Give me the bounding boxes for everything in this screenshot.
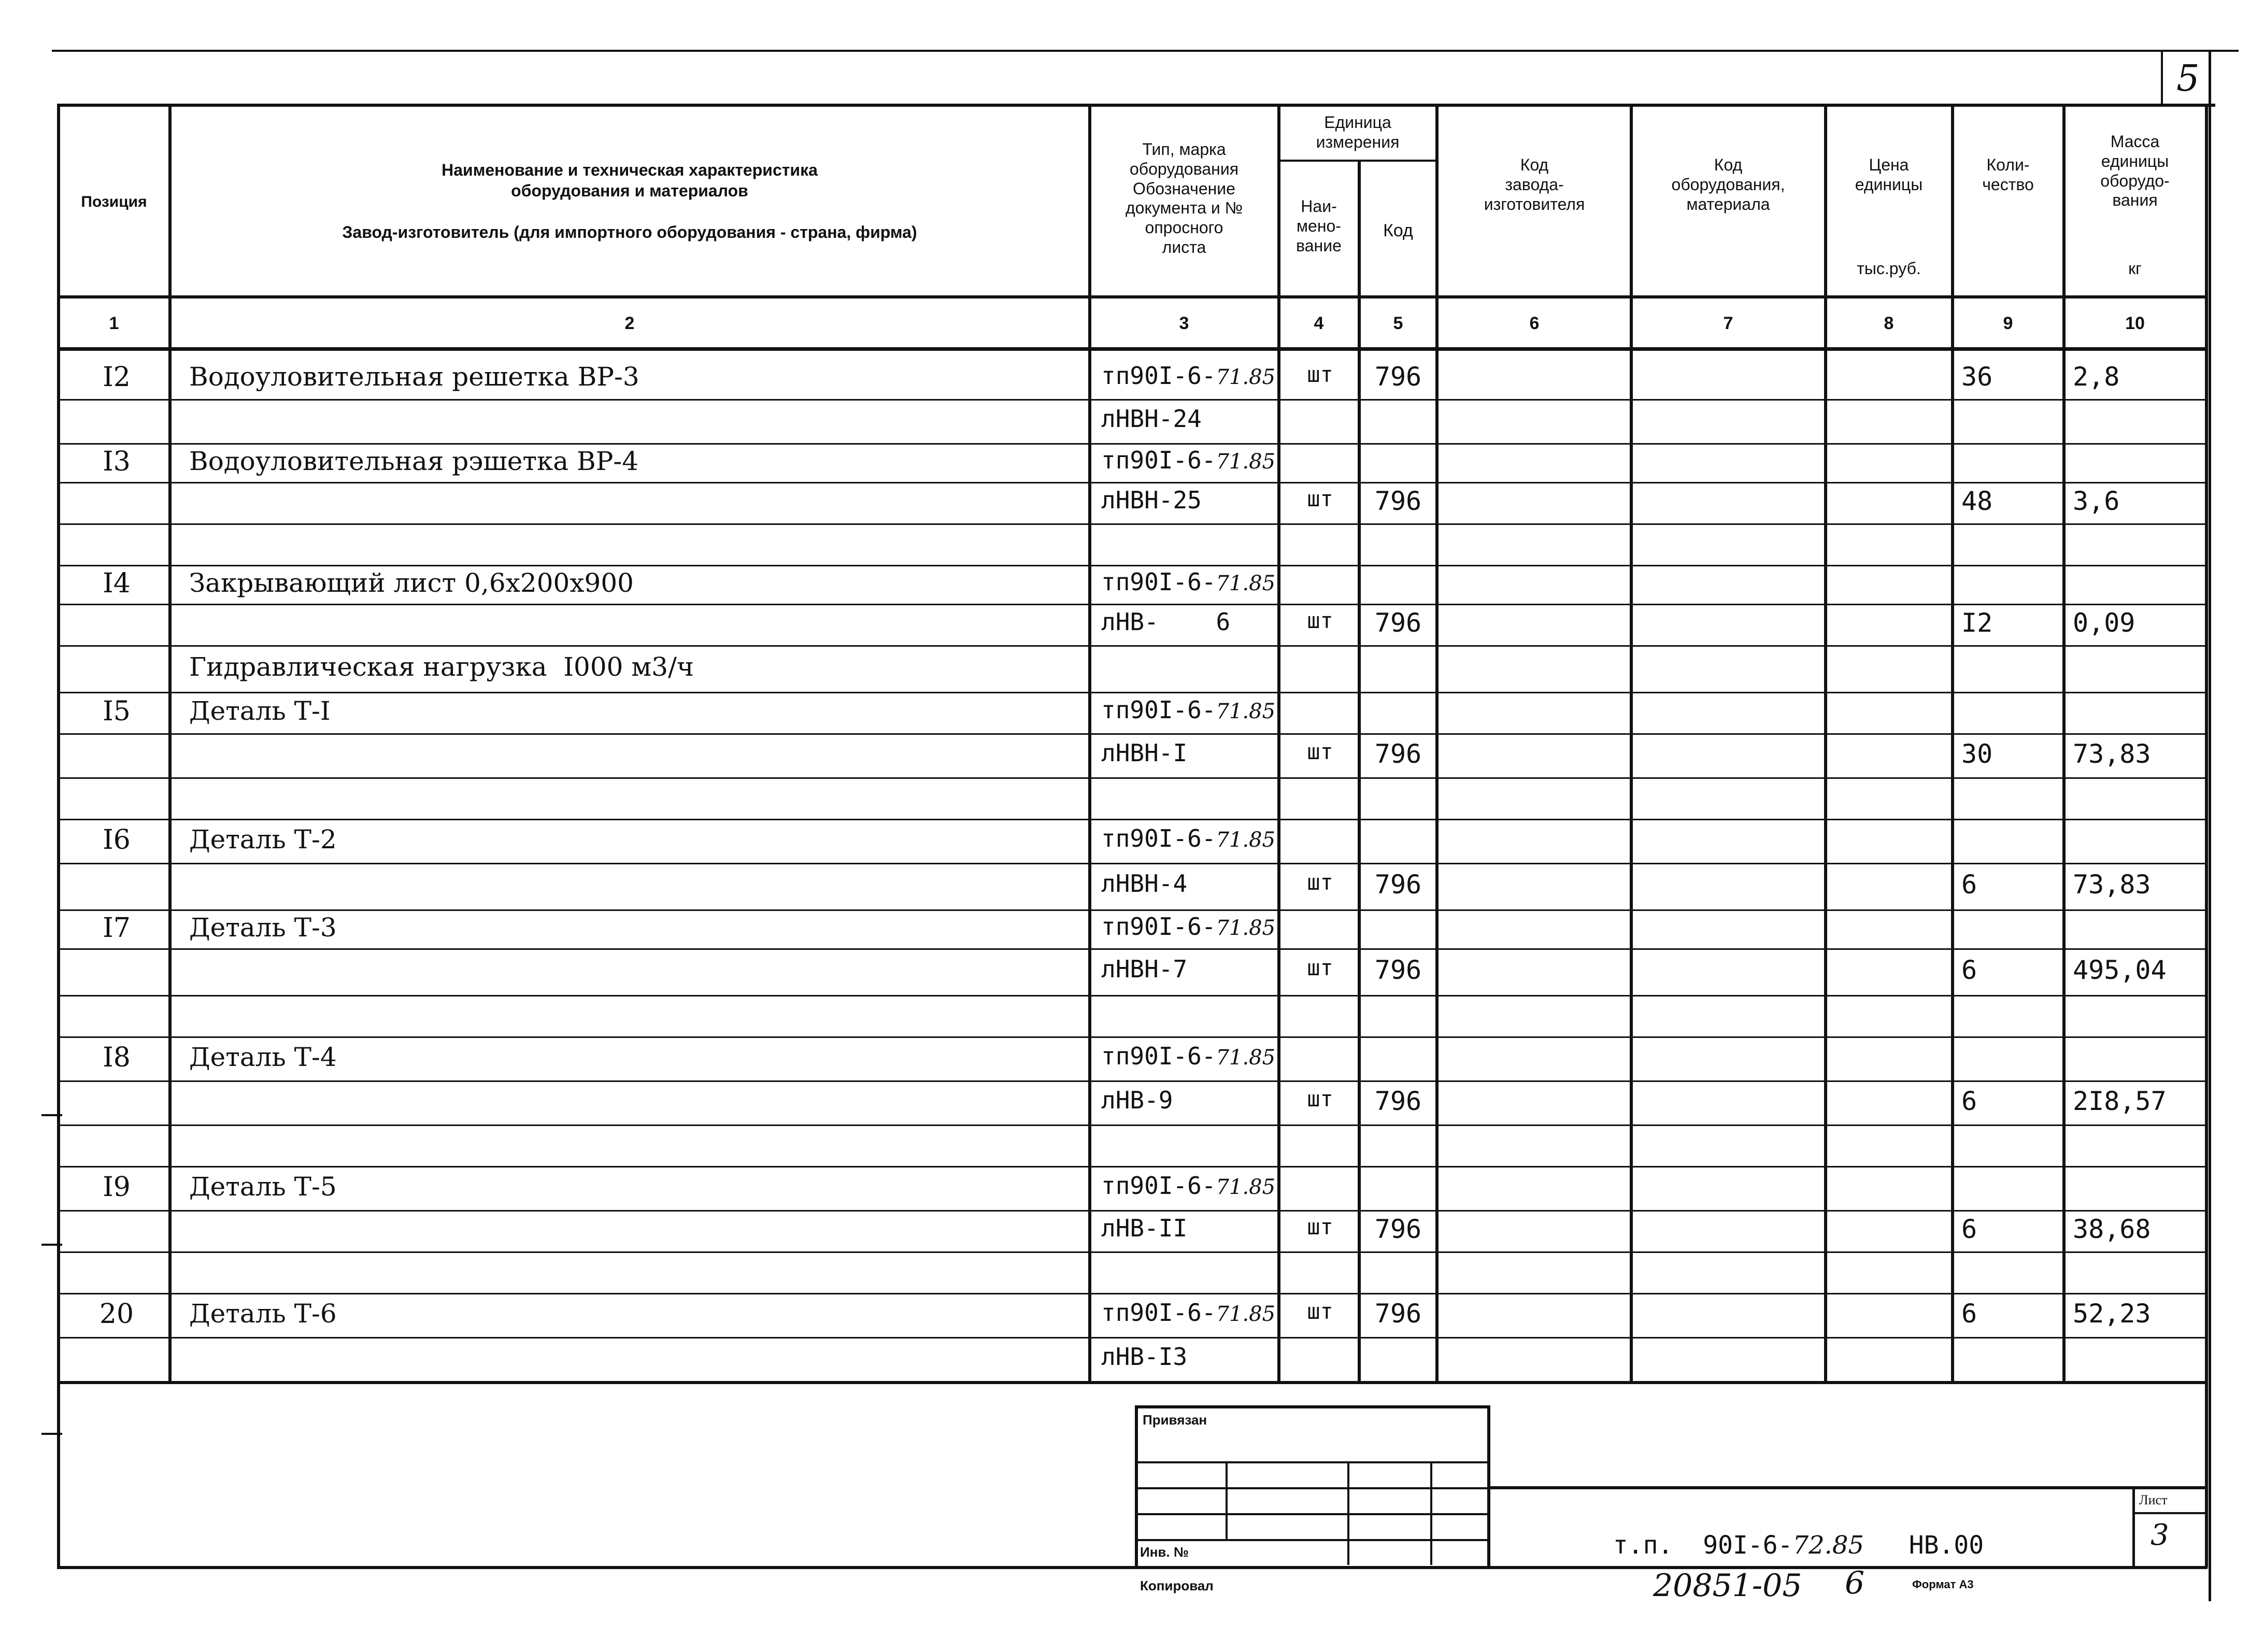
cell-name: Деталь Т-4	[189, 1042, 337, 1072]
header-name-line3: Завод-изготовитель (для импортного оборудования - страна, фирма)	[342, 223, 917, 241]
row-separator	[57, 604, 2208, 605]
type-text: тп90I-6-	[1101, 362, 1216, 390]
margin-tick	[41, 1114, 62, 1116]
sheet-number: 3	[2151, 1518, 2169, 1552]
margin-tick	[41, 1433, 62, 1435]
stamp-vline-1	[1226, 1461, 1228, 1539]
cell-unit: шт	[1307, 955, 1333, 980]
column-number: 5	[1393, 314, 1403, 333]
cell-qty: I2	[1961, 608, 1993, 638]
row-separator	[57, 1166, 2208, 1167]
stamp-hline-4	[1135, 1539, 1490, 1541]
header-type-line: оборудования	[1129, 159, 1239, 178]
header-mass-line: оборудо-	[2100, 171, 2170, 190]
margin-tick	[41, 1244, 62, 1246]
cell-mass: 0,09	[2073, 608, 2135, 638]
type-handwritten: 71.85	[1216, 1175, 1276, 1199]
cell-pos: I5	[103, 696, 131, 727]
type-text: тп90I-6-	[1101, 446, 1216, 474]
top-rule	[52, 50, 2239, 52]
header-position: Позиция	[81, 193, 147, 210]
cell-mass: 495,04	[2073, 955, 2167, 985]
cell-type: лНВ-9	[1101, 1086, 1173, 1114]
document-designation	[1583, 1508, 1984, 1558]
cell-qty: 48	[1961, 486, 1993, 516]
header-price-line: единицы	[1855, 175, 1923, 194]
column-number: 10	[2125, 314, 2145, 333]
header-mass-line: Масса	[2110, 132, 2160, 151]
header-equipment-line: оборудования,	[1671, 175, 1785, 194]
cell-type	[1101, 1298, 1277, 1327]
header-factory-line: завода-	[1505, 175, 1564, 194]
header-unit-name	[1280, 197, 1358, 255]
header-type-line: листа	[1162, 237, 1206, 257]
header-unit-name-line: вание	[1296, 236, 1342, 255]
cell-unit: шт	[1307, 738, 1333, 764]
type-handwritten: 71.85	[1216, 571, 1276, 595]
cell-pos: I3	[103, 446, 131, 477]
header-mass-unit: кг	[2128, 259, 2142, 278]
cell-code: 796	[1374, 1298, 1422, 1329]
row-separator	[57, 819, 2208, 820]
cell-unit: шт	[1307, 1086, 1333, 1112]
column-number: 9	[2003, 314, 2013, 333]
stamp-hline-1	[1135, 1461, 1490, 1463]
header-equipment-line: материала	[1686, 194, 1770, 213]
cell-unit: шт	[1307, 1298, 1333, 1324]
cell-name: Деталь Т-2	[189, 824, 337, 855]
stamp-hline-3	[1135, 1513, 1490, 1515]
column-number: 4	[1314, 314, 1324, 333]
title-top-line	[1487, 1486, 2208, 1489]
row-separator	[57, 443, 2208, 445]
cell-mass: 2I8,57	[2073, 1086, 2167, 1116]
cell-code: 796	[1374, 362, 1422, 392]
cell-type: лНВН-4	[1101, 870, 1188, 898]
cell-mass: 38,68	[2073, 1214, 2151, 1244]
stamp-approved: Привязан	[1143, 1412, 1207, 1428]
header-mass-line: единицы	[2101, 151, 2169, 170]
cell-pos: I7	[103, 912, 131, 944]
designation-text: т.п. 90I-6-	[1613, 1531, 1793, 1560]
frame-far-right	[2209, 52, 2211, 1601]
cell-mass: 2,8	[2073, 362, 2120, 392]
type-text: тп90I-6-	[1101, 912, 1216, 941]
header-type-mark	[1093, 140, 1275, 258]
cell-name: Деталь Т-I	[189, 696, 331, 726]
colnum-bottom-line	[57, 347, 2208, 351]
vline-7	[1824, 104, 1827, 1384]
row-separator	[57, 1124, 2208, 1126]
cell-qty: 6	[1961, 870, 1977, 900]
row-separator	[57, 645, 2208, 647]
header-type-line: Тип, марка	[1142, 140, 1226, 159]
header-factory-code	[1439, 155, 1630, 214]
cell-code: 796	[1374, 1086, 1422, 1116]
cell-name: Гидравлическая нагрузка I000 м3/ч	[189, 652, 694, 682]
vline-6	[1630, 104, 1633, 1384]
type-text: тп90I-6-	[1101, 696, 1216, 724]
cell-type	[1101, 448, 1277, 472]
column-number: 2	[624, 314, 635, 333]
header-name-line1: Наименование и техническая характеристика	[442, 161, 818, 179]
format-label: Формат А3	[1912, 1578, 1974, 1591]
row-separator	[57, 863, 2208, 864]
cell-type: лНВ-I3	[1101, 1342, 1188, 1371]
cell-type	[1101, 824, 1277, 852]
header-equipment-code	[1632, 155, 1824, 214]
cell-unit: шт	[1307, 608, 1333, 633]
cell-type: лНВ-II	[1101, 1214, 1188, 1242]
cell-pos: I8	[103, 1042, 131, 1073]
cell-code: 796	[1374, 955, 1422, 985]
cell-unit: шт	[1307, 486, 1333, 511]
row-separator	[57, 1293, 2208, 1294]
row-separator	[57, 1210, 2208, 1212]
header-unit-name-line: мено-	[1297, 216, 1341, 235]
cell-code: 796	[1374, 870, 1422, 900]
header-factory-line: изготовителя	[1484, 194, 1585, 213]
row-separator	[57, 948, 2208, 950]
cell-unit: шт	[1307, 1214, 1333, 1240]
row-separator	[57, 482, 2208, 483]
row-separator	[57, 1080, 2208, 1082]
header-bottom-line	[57, 295, 2208, 298]
header-qty-line: чество	[1982, 175, 2034, 194]
header-unit-line: измерения	[1316, 132, 1400, 151]
stamp-copied: Копировал	[1140, 1578, 1214, 1593]
column-number: 6	[1529, 314, 1540, 333]
row-separator	[57, 1381, 2208, 1383]
row-separator	[57, 1337, 2208, 1338]
cell-code: 796	[1374, 608, 1422, 638]
cell-type	[1101, 912, 1277, 941]
cell-type: лНВ- 6	[1101, 608, 1231, 636]
cell-name: Деталь Т-3	[189, 912, 337, 943]
header-unit-line: Единица	[1324, 113, 1391, 132]
vline-9	[2062, 104, 2066, 1384]
cell-type	[1101, 698, 1277, 722]
cell-name: Деталь Т-6	[189, 1298, 337, 1329]
cell-code: 796	[1374, 738, 1422, 769]
type-text: тп90I-6-	[1101, 1171, 1216, 1200]
header-mass-line: вания	[2112, 191, 2158, 210]
header-equipment-line: Код	[1714, 155, 1743, 174]
stamp-vline-3	[1430, 1461, 1432, 1565]
header-unit-group	[1280, 113, 1435, 152]
header-type-line: документа и №	[1125, 198, 1243, 218]
row-separator	[57, 995, 2208, 996]
vline-4	[1358, 161, 1361, 1384]
cell-type	[1101, 1171, 1277, 1200]
cell-type: лНВН-25	[1101, 486, 1202, 514]
cell-code: 796	[1374, 486, 1422, 516]
vline-8	[1951, 104, 1954, 1384]
stamp-box-left	[1135, 1405, 1138, 1566]
row-separator	[57, 1036, 2208, 1038]
stamp-box-right	[1487, 1405, 1490, 1566]
row-separator	[57, 777, 2208, 779]
cell-type	[1101, 567, 1277, 596]
unit-group-line	[1277, 160, 1439, 162]
cell-name: Закрывающий лист 0,6x200x900	[189, 567, 634, 598]
header-type-line: опросного	[1145, 218, 1223, 237]
cell-pos: I4	[103, 567, 131, 599]
order-page: 6	[1845, 1565, 1865, 1601]
cell-pos: I2	[103, 362, 131, 393]
cell-type: лНВН-7	[1101, 955, 1188, 983]
type-handwritten: 71.85	[1216, 916, 1276, 940]
type-handwritten: 71.85	[1216, 700, 1276, 723]
cell-qty: 30	[1961, 738, 1993, 769]
cell-qty: 36	[1961, 362, 1993, 392]
row-separator	[57, 1251, 2208, 1253]
cell-qty: 6	[1961, 955, 1977, 985]
header-name-line2: оборудования и материалов	[511, 181, 748, 200]
cell-name: Водоуловительная рэшетка ВР-4	[189, 446, 639, 476]
type-text: тп90I-6-	[1101, 824, 1216, 852]
stamp-inv-no: Инв. №	[1140, 1544, 1189, 1560]
header-unit-name-line: Наи-	[1301, 197, 1337, 216]
header-unit-price	[1827, 155, 1951, 195]
cell-qty: 6	[1961, 1214, 1977, 1244]
cell-qty: 6	[1961, 1298, 1977, 1329]
designation-suffix: НВ.00	[1909, 1531, 1984, 1560]
type-text: тп90I-6-	[1101, 567, 1216, 596]
cell-type: лНВН-24	[1101, 404, 1202, 433]
cell-unit: шт	[1307, 362, 1333, 387]
row-separator	[57, 565, 2208, 566]
header-qty-line: Коли-	[1986, 155, 2030, 174]
cell-pos: I9	[103, 1171, 131, 1203]
sheet-box-left	[2132, 1486, 2135, 1566]
sheet-box-mid	[2132, 1512, 2208, 1514]
row-separator	[57, 399, 2208, 401]
type-text: тп90I-6-	[1101, 1042, 1216, 1070]
cell-unit: шт	[1307, 870, 1333, 895]
cell-qty: 6	[1961, 1086, 1977, 1116]
sheet-corner-number: 5	[2176, 57, 2200, 99]
cell-code: 796	[1374, 1214, 1422, 1244]
cell-mass: 73,83	[2073, 738, 2151, 769]
cell-name: Водоуловительная решетка ВР-3	[189, 362, 639, 392]
header-type-line: Обозначение	[1133, 179, 1235, 198]
type-handwritten: 71.85	[1216, 1045, 1276, 1070]
header-quantity	[1954, 155, 2062, 195]
column-number: 8	[1884, 314, 1894, 333]
row-separator	[57, 909, 2208, 911]
cell-type	[1101, 1044, 1277, 1068]
stamp-hline-2	[1135, 1487, 1490, 1489]
stamp-vline-2	[1347, 1461, 1349, 1565]
type-handwritten: 71.85	[1216, 449, 1276, 474]
corner-box-left	[2161, 52, 2163, 104]
cell-type	[1101, 364, 1277, 388]
frame-top	[57, 104, 2215, 107]
type-text: тп90I-6-	[1101, 1298, 1216, 1327]
cell-name: Деталь Т-5	[189, 1171, 337, 1202]
header-factory-line: Код	[1520, 155, 1549, 174]
header-mass	[2065, 132, 2205, 210]
type-handwritten: 71.85	[1216, 1302, 1276, 1326]
type-handwritten: 71.85	[1216, 828, 1276, 852]
designation-handwritten: 72.85	[1792, 1531, 1864, 1560]
column-number: 1	[109, 314, 119, 333]
vline-1	[168, 104, 172, 1384]
cell-mass: 3,6	[2073, 486, 2120, 516]
header-unit-code: Код	[1383, 221, 1413, 240]
column-number: 7	[1723, 314, 1733, 333]
header-price-unit: тыс.руб.	[1857, 259, 1921, 278]
frame-bottom	[57, 1566, 2208, 1569]
cell-pos: 20	[99, 1298, 134, 1330]
vline-3	[1277, 104, 1280, 1384]
cell-pos: I6	[103, 824, 131, 856]
designation-gap	[1864, 1531, 1909, 1560]
row-separator	[57, 523, 2208, 525]
vline-5	[1435, 104, 1439, 1384]
stamp-box-top	[1135, 1405, 1490, 1408]
header-price-line: Цена	[1869, 155, 1909, 174]
frame-right	[2205, 104, 2208, 1568]
row-separator	[57, 692, 2208, 693]
row-separator	[57, 733, 2208, 735]
cell-mass: 73,83	[2073, 870, 2151, 900]
sheet-label: Лист	[2139, 1492, 2168, 1507]
order-number: 20851-05	[1653, 1568, 1802, 1604]
vline-2	[1088, 104, 1091, 1384]
cell-type: лНВН-I	[1101, 738, 1188, 767]
cell-mass: 52,23	[2073, 1298, 2151, 1329]
column-number: 3	[1179, 314, 1189, 333]
type-handwritten: 71.85	[1216, 365, 1276, 389]
